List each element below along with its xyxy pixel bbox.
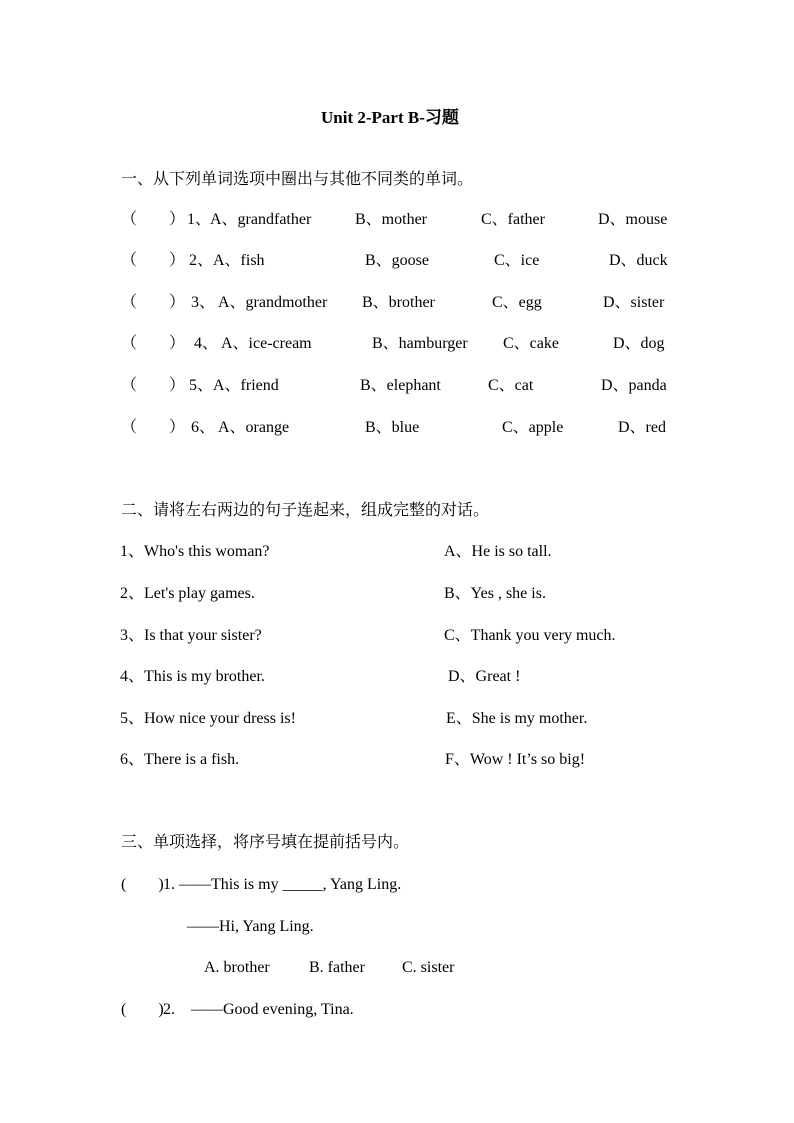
option-a: A、friend <box>213 377 279 394</box>
option-b: B、hamburger <box>372 335 468 352</box>
match-right-item[interactable]: C、Thank you very much. <box>444 627 616 644</box>
option-d: D、sister <box>603 294 665 311</box>
option-b: B、goose <box>365 252 430 269</box>
answer-paren[interactable]: （ ） <box>121 377 186 394</box>
option-a: A. brother <box>204 959 270 976</box>
section-1-heading: 一、从下列单词选项中圈出与其他不同类的单词。 <box>121 171 474 188</box>
match-left-item[interactable]: 4、This is my brother. <box>120 668 265 685</box>
question-text: 2. ——Good evening, Tina. <box>163 1001 354 1018</box>
option-c: C、cat <box>488 377 534 394</box>
option-b: B、elephant <box>360 377 441 394</box>
match-left-item[interactable]: 5、How nice your dress is! <box>120 710 296 727</box>
option-c: C、apple <box>502 419 564 436</box>
option-a: A、grandmother <box>218 294 328 311</box>
option-a: A、orange <box>218 419 290 436</box>
match-right-item[interactable]: F、Wow ! It’s so big! <box>445 751 586 768</box>
section-2-heading: 二、请将左右两边的句子连起来，组成完整的对话。 <box>121 502 490 519</box>
option-d: D、dog <box>613 335 665 352</box>
match-right-item[interactable]: E、She is my mother. <box>446 710 588 727</box>
answer-paren[interactable]: （ ） <box>121 211 186 228</box>
answer-paren[interactable]: （ ） <box>121 335 186 352</box>
item-number: 1、 <box>187 211 212 228</box>
item-number: 5、 <box>189 377 214 394</box>
item-number: 6、 <box>191 419 216 436</box>
question-reply: ——Hi, Yang Ling. <box>187 918 314 935</box>
item-number: 3、 <box>191 294 216 311</box>
option-c: C、cake <box>503 335 559 352</box>
option-b: B、blue <box>365 419 420 436</box>
option-d: D、red <box>618 419 666 436</box>
item-number: 4、 <box>194 335 219 352</box>
option-b: B、brother <box>362 294 435 311</box>
option-c: C. sister <box>402 959 455 976</box>
option-c: C、egg <box>492 294 542 311</box>
page-title: Unit 2-Part B-习题 <box>321 108 459 127</box>
match-left-item[interactable]: 2、Let's play games. <box>120 585 255 602</box>
option-a: A、grandfather <box>210 211 312 228</box>
match-left-item[interactable]: 6、There is a fish. <box>120 751 240 768</box>
answer-paren[interactable]: （ ） <box>121 419 186 436</box>
match-right-item[interactable]: A、He is so tall. <box>444 543 552 560</box>
option-a: A、ice-cream <box>221 335 312 352</box>
option-b: B. father <box>309 959 365 976</box>
question-text: 1. ——This is my _____, Yang Ling. <box>163 876 402 893</box>
answer-paren[interactable]: （ ） <box>121 294 186 311</box>
answer-paren[interactable]: （ ） <box>121 252 186 269</box>
option-a: A、fish <box>213 252 265 269</box>
option-c: C、ice <box>494 252 540 269</box>
match-left-item[interactable]: 1、Who's this woman? <box>120 543 270 560</box>
answer-paren[interactable]: ( ) <box>121 1001 164 1018</box>
section-3-heading: 三、单项选择，将序号填在提前括号内。 <box>121 834 410 851</box>
match-left-item[interactable]: 3、Is that your sister? <box>120 627 262 644</box>
option-d: D、duck <box>609 252 668 269</box>
option-d: D、mouse <box>598 211 668 228</box>
option-b: B、mother <box>355 211 427 228</box>
option-c: C、father <box>481 211 545 228</box>
answer-paren[interactable]: ( ) <box>121 876 164 893</box>
match-right-item[interactable]: B、Yes , she is. <box>444 585 546 602</box>
option-d: D、panda <box>601 377 667 394</box>
item-number: 2、 <box>189 252 214 269</box>
match-right-item[interactable]: D、Great ! <box>448 668 521 685</box>
